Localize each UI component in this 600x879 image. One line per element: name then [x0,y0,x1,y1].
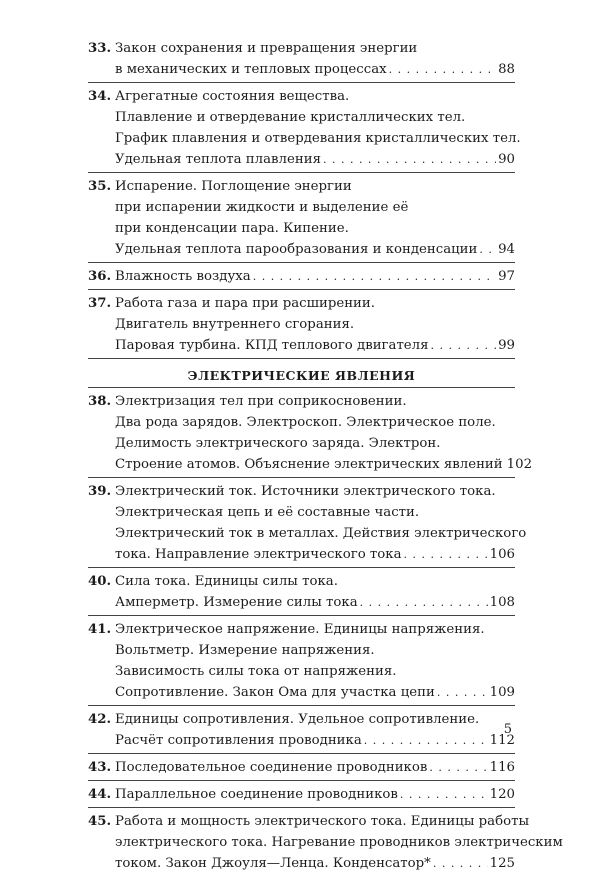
entry-final-line [88,730,515,751]
entry-text: Два рода зарядов. Электроскоп. Электрическое поле. [115,415,496,430]
entry-text: Сопротивление. Закон Ома для участка цепи [115,685,435,700]
entry-number: 37. [88,296,112,311]
entry-text: Расчёт сопротивления проводника [115,733,362,748]
entry-page-number: 120 [489,787,515,802]
entry-final-line [88,266,515,287]
entry-line [88,128,521,149]
dot-leader [389,59,496,80]
entry-number: 39. [88,484,112,499]
entry-text: при испарении жидкости и выделение её [115,200,409,215]
entry-text: Сила тока. Единицы силы тока. [115,574,338,589]
entry-line [88,38,515,59]
entry-number: 40. [88,574,112,589]
entry-line [88,640,515,661]
entry-text: Электрический ток в металлах. Действия электрического [115,526,527,541]
entry-text: Делимость электрического заряда. Электрон. [115,436,441,451]
entry-number: 38. [88,394,112,409]
entry-line [88,391,515,412]
dot-leader [437,682,488,703]
entry-final-line [88,149,515,170]
entry-text: Параллельное соединение проводников [115,787,398,802]
entry-text: Электрическая цепь и её составные части. [115,505,420,520]
entry-line [88,197,515,218]
dot-leader [479,239,496,260]
entry-line [88,218,515,239]
toc-group-electric [88,391,563,876]
entry-line [88,107,515,128]
entry-number: 42. [88,712,112,727]
entry-text: График плавления и отвердевания кристаллических тел. [115,131,521,146]
entry-page-number: 106 [489,547,515,562]
entry-text: Плавление и отвердевание кристаллических тел. [115,110,466,125]
entry-final-line [88,784,515,805]
entry-number: 41. [88,622,112,637]
entry-line [88,661,515,682]
entry-text: током. Закон Джоуля—Ленца. Конденсатор* [115,856,431,871]
entry-final-line [88,757,515,778]
table-of-contents [88,38,563,879]
toc-entry [88,38,515,83]
entry-text: Работа и мощность электрического тока. Единицы работы [115,814,530,829]
toc-group-thermal [88,38,521,359]
entry-page-number: 102 [506,457,533,472]
entry-text: Удельная теплота плавления [115,152,321,167]
entry-text: Зависимость силы тока от напряжения. [115,664,397,679]
entry-number: 33. [88,41,112,56]
entry-final-line [88,454,533,475]
entry-text: Работа газа и пара при расширении. [115,296,376,311]
entry-text: Последовательное соединение проводников [115,760,428,775]
entry-final-line [88,544,515,565]
toc-entry [88,176,515,263]
entry-line [88,86,515,107]
entry-number: 43. [88,760,112,775]
entry-line [88,293,515,314]
entry-final-line [88,239,515,260]
entry-line [88,709,515,730]
toc-entry [88,784,515,808]
toc-entry [88,266,515,290]
entry-text: в механических и тепловых процессах [115,62,387,77]
entry-number: 36. [88,269,112,284]
entry-text: Единицы сопротивления. Удельное сопротивление. [115,712,480,727]
entry-line [88,412,515,433]
entry-text: Двигатель внутреннего сгорания. [115,317,355,332]
entry-text: тока. Направление электрического тока [115,547,402,562]
entry-page-number: 88 [498,62,515,77]
entry-page-number: 90 [498,152,515,167]
toc-entry [88,391,533,478]
dot-leader [364,730,488,751]
entry-text: Электрическое напряжение. Единицы напряжения. [115,622,485,637]
entry-text: Агрегатные состояния вещества. [115,89,350,104]
entry-text: Влажность воздуха [115,269,251,284]
entry-number: 35. [88,179,112,194]
entry-text: Вольтметр. Измерение напряжения. [115,643,375,658]
entry-final-line [88,682,515,703]
dot-leader [431,335,497,356]
entry-line [88,523,527,544]
toc-entry [88,481,527,568]
entry-text: Электрический ток. Источники электрического тока. [115,484,496,499]
section-title: ЭЛЕКТРИЧЕСКИЕ ЯВЛЕНИЯ [88,362,515,388]
entry-number: 34. [88,89,112,104]
toc-entry [88,619,515,706]
entry-text: Строение атомов. Объяснение электрических явлений [115,457,503,472]
entry-line [88,433,515,454]
dot-leader [323,149,496,170]
entry-text: Испарение. Поглощение энергии [115,179,352,194]
dot-leader [404,544,488,565]
entry-page-number: 109 [489,685,515,700]
entry-line [88,314,515,335]
entry-text: Удельная теплота парообразования и конденсации [115,242,478,257]
entry-final-line [88,335,515,356]
page-number: 5 [503,722,512,737]
entry-text: при конденсации пара. Кипение. [115,221,349,236]
entry-line [88,832,563,853]
entry-page-number: 116 [489,760,515,775]
entry-text: Электризация тел при соприкосновении. [115,394,407,409]
toc-entry [88,811,563,876]
entry-page-number: 125 [489,856,515,871]
entry-page-number: 108 [489,595,515,610]
entry-number: 44. [88,787,112,802]
dot-leader [253,266,496,287]
entry-line [88,571,515,592]
entry-page-number: 99 [498,338,515,353]
entry-text: Паровая турбина. КПД теплового двигателя [115,338,429,353]
entry-line [88,811,530,832]
dot-leader [360,592,488,613]
entry-line [88,619,515,640]
toc-entry [88,571,515,616]
entry-final-line [88,853,515,874]
toc-entry [88,757,515,781]
dot-leader [400,784,488,805]
entry-final-line [88,59,515,80]
entry-line [88,502,515,523]
entry-text: Закон сохранения и превращения энергии [115,41,418,56]
toc-entry [88,709,515,754]
entry-number: 45. [88,814,112,829]
toc-entry [88,86,521,173]
dot-leader [429,757,487,778]
toc-entry [88,293,515,359]
entry-line [88,176,515,197]
dot-leader [433,853,488,874]
entry-page-number: 94 [498,242,515,257]
entry-page-number: 97 [498,269,515,284]
entry-text: Амперметр. Измерение силы тока [115,595,358,610]
entry-page-number: 112 [489,733,515,748]
entry-text: электрического тока. Нагревание проводников электрическим [115,835,563,850]
entry-line [88,481,515,502]
entry-final-line [88,592,515,613]
